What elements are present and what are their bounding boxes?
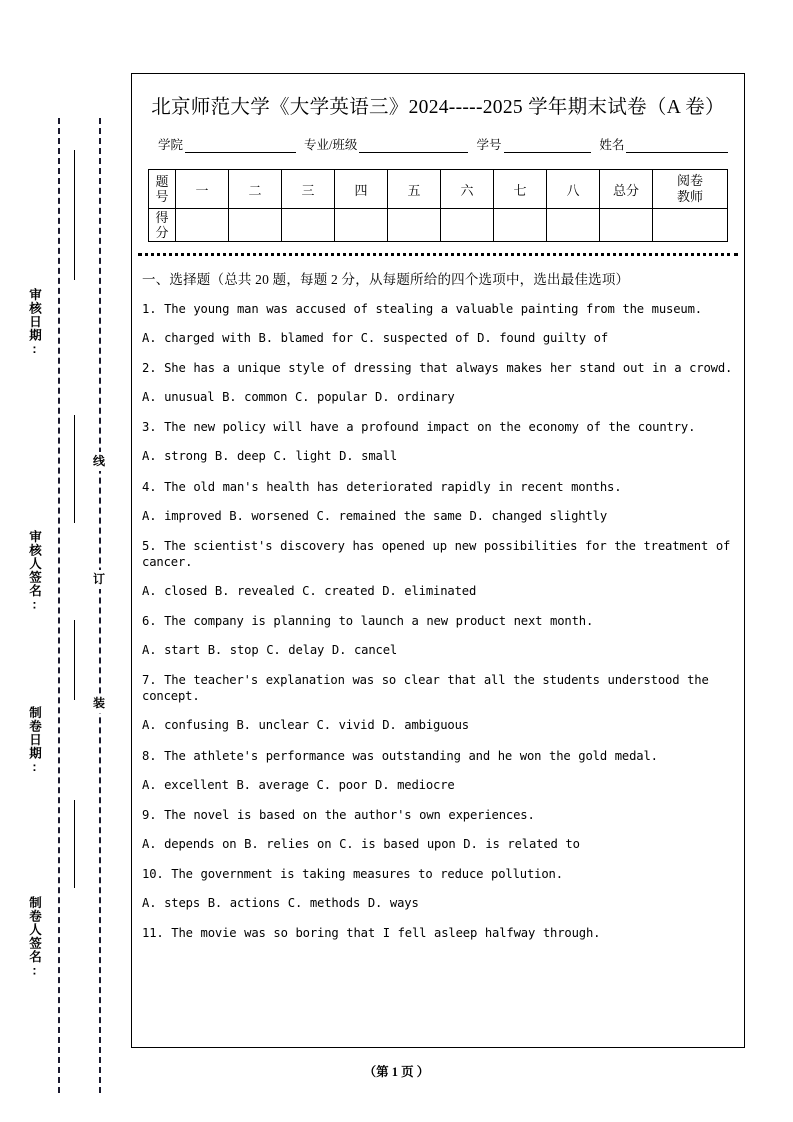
seal-dashed-line-outer bbox=[58, 118, 60, 1093]
name-label: 姓名 bbox=[599, 138, 625, 152]
score-col-3: 三 bbox=[282, 170, 335, 209]
student-id-field[interactable] bbox=[504, 139, 592, 153]
question-options-1[interactable]: A. charged with B. blamed for C. suspected of D. found guilty of bbox=[142, 331, 608, 346]
question-options-4[interactable]: A. improved B. worsened C. remained the same D. changed slightly bbox=[142, 508, 607, 523]
print-date-label: 制卷日期: bbox=[27, 706, 42, 775]
question-stem-10: 10. The government is taking measures to reduce pollution. bbox=[142, 866, 563, 881]
print-date-rule bbox=[74, 620, 75, 700]
score-col-5: 五 bbox=[388, 170, 441, 209]
score-table bbox=[148, 169, 728, 242]
score-cell-5[interactable] bbox=[388, 209, 441, 242]
question-options-5[interactable]: A. closed B. revealed C. created D. eliminated bbox=[142, 583, 477, 598]
seal-dashed-line-inner bbox=[99, 118, 101, 1093]
college-field[interactable] bbox=[185, 139, 296, 153]
score-cell-6[interactable] bbox=[441, 209, 494, 242]
score-cell-8[interactable] bbox=[547, 209, 600, 242]
college-label: 学院 bbox=[158, 138, 184, 152]
seal-word-seal: 装 bbox=[88, 694, 110, 713]
score-col-grader bbox=[653, 170, 728, 209]
question-options-10[interactable]: A. steps B. actions C. methods D. ways bbox=[142, 895, 419, 910]
major-class-field[interactable] bbox=[359, 139, 468, 153]
score-col-7: 七 bbox=[494, 170, 547, 209]
question-stem-5: 5. The scientist's discovery has opened up new possibilities for the treatment of cancer. bbox=[142, 538, 731, 569]
score-cell-2[interactable] bbox=[229, 209, 282, 242]
exam-sheet bbox=[131, 73, 745, 1048]
question-stem-8: 8. The athlete's performance was outstanding and he won the gold medal. bbox=[142, 748, 658, 763]
page-footer: （第 1 页 ） bbox=[363, 1065, 430, 1079]
question-stem-3: 3. The new policy will have a profound impact on the economy of the country. bbox=[142, 420, 696, 435]
review-date-label: 审核日期: bbox=[27, 288, 42, 357]
printer-signature-rule bbox=[74, 800, 75, 888]
table-row-header bbox=[149, 170, 728, 209]
row-header-score-char1: 得 bbox=[155, 209, 169, 225]
question-options-6[interactable]: A. start B. stop C. delay D. cancel bbox=[142, 643, 398, 658]
score-col-total: 总分 bbox=[600, 170, 653, 209]
row-header-question-no-char1: 题 bbox=[155, 173, 169, 189]
question-options-2[interactable]: A. unusual B. common C. popular D. ordinary bbox=[142, 390, 455, 405]
row-header-question-no-char2: 号 bbox=[155, 189, 169, 204]
score-cell-4[interactable] bbox=[335, 209, 388, 242]
score-col-4: 四 bbox=[335, 170, 388, 209]
questions-body bbox=[132, 256, 744, 941]
printer-signature-label: 制卷人签名: bbox=[27, 896, 42, 979]
question-stem-7: 7. The teacher's explanation was so clear that all the students understood the concept. bbox=[142, 673, 709, 704]
question-options-8[interactable]: A. excellent B. average C. poor D. mediocre bbox=[142, 777, 455, 792]
reviewer-signature-label: 审核人签名: bbox=[27, 530, 42, 613]
seal-binding-margin bbox=[0, 0, 130, 1122]
reviewer-signature-rule bbox=[74, 415, 75, 523]
row-header-question-no bbox=[149, 170, 176, 209]
seal-word-bind: 订 bbox=[88, 570, 110, 589]
review-date-rule bbox=[74, 150, 75, 280]
score-cell-grader[interactable] bbox=[653, 209, 728, 242]
score-col-1: 一 bbox=[176, 170, 229, 209]
score-cell-1[interactable] bbox=[176, 209, 229, 242]
student-id-label: 学号 bbox=[476, 138, 502, 152]
question-stem-1: 1. The young man was accused of stealing a valuable painting from the museum. bbox=[142, 302, 702, 316]
row-header-score-char2: 分 bbox=[155, 225, 169, 240]
question-stem-6: 6. The company is planning to launch a new product next month. bbox=[142, 614, 594, 629]
grader-label-line2: 教师 bbox=[676, 189, 703, 204]
section-heading: 一、选择题（总共 20 题，每题 2 分，从每题所给的四个选项中，选出最佳选项） bbox=[142, 272, 630, 287]
question-stem-11: 11. The movie was so boring that I fell asleep halfway through. bbox=[142, 926, 601, 941]
score-col-2: 二 bbox=[229, 170, 282, 209]
score-cell-3[interactable] bbox=[282, 209, 335, 242]
table-row-scores bbox=[149, 209, 728, 242]
student-info-line bbox=[158, 135, 728, 153]
question-options-7[interactable]: A. confusing B. unclear C. vivid D. ambiguous bbox=[142, 718, 469, 733]
name-field[interactable] bbox=[626, 139, 728, 153]
seal-word-line: 线 bbox=[88, 452, 110, 471]
question-options-9[interactable]: A. depends on B. relies on C. is based upon D. is related to bbox=[142, 836, 580, 851]
grader-label-line1: 阅卷 bbox=[676, 173, 703, 189]
score-col-8: 八 bbox=[547, 170, 600, 209]
question-options-3[interactable]: A. strong B. deep C. light D. small bbox=[142, 449, 398, 464]
score-col-6: 六 bbox=[441, 170, 494, 209]
row-header-score bbox=[149, 209, 176, 242]
question-stem-2: 2. She has a unique style of dressing that always makes her stand out in a crowd. bbox=[142, 361, 733, 376]
question-stem-9: 9. The novel is based on the author's own experiences. bbox=[142, 807, 535, 822]
page-title: 北京师范大学《大学英语三》2024-----2025 学年期末试卷（A 卷） bbox=[151, 97, 725, 118]
score-cell-7[interactable] bbox=[494, 209, 547, 242]
question-stem-4: 4. The old man's health has deteriorated rapidly in recent months. bbox=[142, 479, 622, 494]
score-cell-total[interactable] bbox=[600, 209, 653, 242]
major-class-label: 专业/班级 bbox=[303, 138, 358, 152]
